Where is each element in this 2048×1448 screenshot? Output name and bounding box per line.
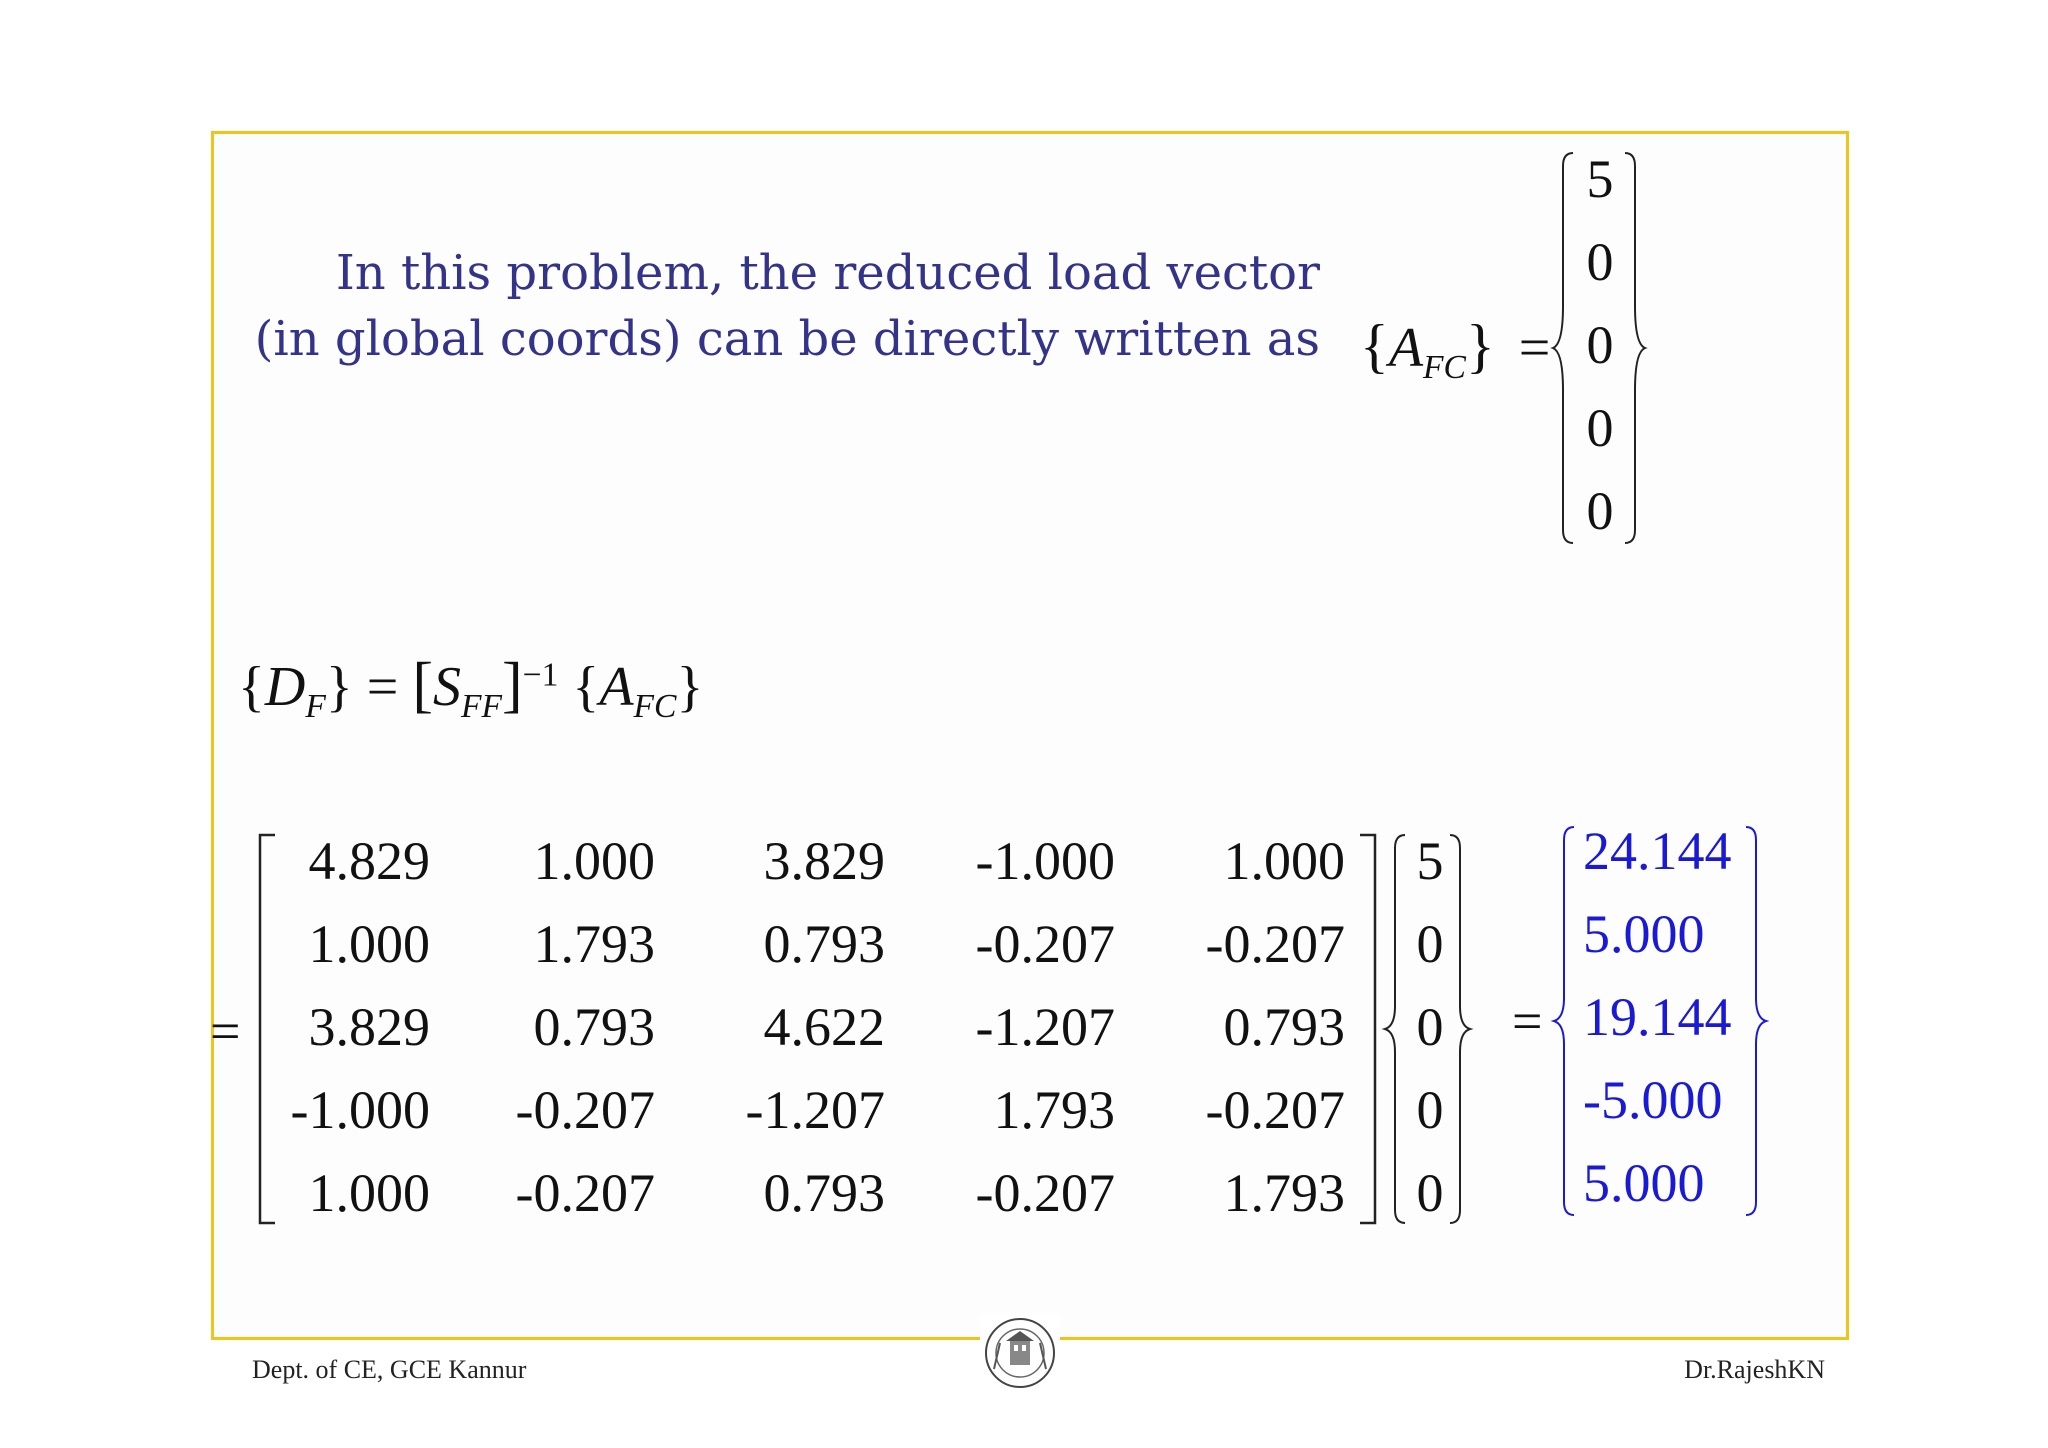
result-value: 5.000 (1583, 1153, 1705, 1213)
matrix-cell: 3.829 (763, 831, 885, 891)
intro-text (250, 240, 1320, 372)
afc-value: 5 (1586, 149, 1614, 209)
matrix-cell: 1.793 (1223, 1163, 1345, 1223)
a-symbol: A (599, 656, 634, 718)
matrix-cell: -1.207 (745, 1080, 885, 1140)
result-value: 5.000 (1583, 904, 1705, 964)
college-seal-icon (980, 1313, 1060, 1393)
matrix-cell: -0.207 (1205, 1080, 1345, 1140)
matrix-cell: 1.000 (308, 1163, 430, 1223)
vector-value: 0 (1416, 914, 1444, 974)
vector-value: 0 (1416, 1080, 1444, 1140)
displacement-equation: $\{D_F\} = [S_{FF}]^{-1}$ $\{A_{FC}\}$ (238, 651, 704, 726)
afc-lhs: $\{A_{FC}\}$ = (1360, 313, 1551, 387)
afc-symbol: A (1388, 317, 1424, 379)
afc-subscript: FC (1423, 349, 1466, 387)
matrix-cell: -1.207 (975, 997, 1115, 1057)
matrix-cell: 4.622 (763, 997, 885, 1057)
s-subscript: FF (461, 688, 503, 726)
matrix-cell: 1.000 (1223, 831, 1345, 891)
afc-value: 0 (1586, 481, 1614, 541)
matrix-cell: -0.207 (1205, 914, 1345, 974)
inverse-exponent: −1 (522, 656, 559, 694)
matrix-cell: 4.829 (308, 831, 430, 891)
matrix-cell: 0.793 (763, 1163, 885, 1223)
vector-value: 5 (1416, 831, 1444, 891)
afc-value: 0 (1586, 232, 1614, 292)
d-symbol: D (264, 656, 306, 718)
vector-value: 0 (1416, 1163, 1444, 1223)
intro-line-1: In this problem, the reduced load vector (335, 245, 1320, 301)
afc-value: 0 (1586, 398, 1614, 458)
afc-value: 0 (1586, 315, 1614, 375)
matrix-cell: 1.000 (533, 831, 655, 891)
matrix-cell: -0.207 (515, 1080, 655, 1140)
matrix-cell: 1.000 (308, 914, 430, 974)
s-symbol: S (433, 656, 461, 718)
matrix-cell: 0.793 (1223, 997, 1345, 1057)
intro-line-2: (in global coords) can be directly written as (254, 311, 1320, 367)
matrix-cell: 0.793 (763, 914, 885, 974)
result-equals: = (1512, 991, 1543, 1051)
footer-right: Dr.RajeshKN (1684, 1355, 1825, 1384)
vector-value: 0 (1416, 997, 1444, 1057)
footer-left: Dept. of CE, GCE Kannur (252, 1355, 527, 1384)
result-value: 19.144 (1583, 987, 1732, 1047)
leading-equals: = (210, 1001, 241, 1061)
result-value: -5.000 (1583, 1070, 1723, 1130)
matrix-cell: -0.207 (975, 914, 1115, 974)
result-value: 24.144 (1583, 821, 1732, 881)
matrix-cell: -0.207 (975, 1163, 1115, 1223)
matrix-cell: 3.829 (308, 997, 430, 1057)
matrix-cell: 1.793 (993, 1080, 1115, 1140)
matrix-cell: -1.000 (975, 831, 1115, 891)
a-subscript: FC (633, 688, 677, 726)
matrix-cell: 0.793 (533, 997, 655, 1057)
d-subscript: F (305, 688, 326, 726)
matrix-cell: -0.207 (515, 1163, 655, 1223)
matrix-cell: 1.793 (533, 914, 655, 974)
matrix-cell: -1.000 (290, 1080, 430, 1140)
